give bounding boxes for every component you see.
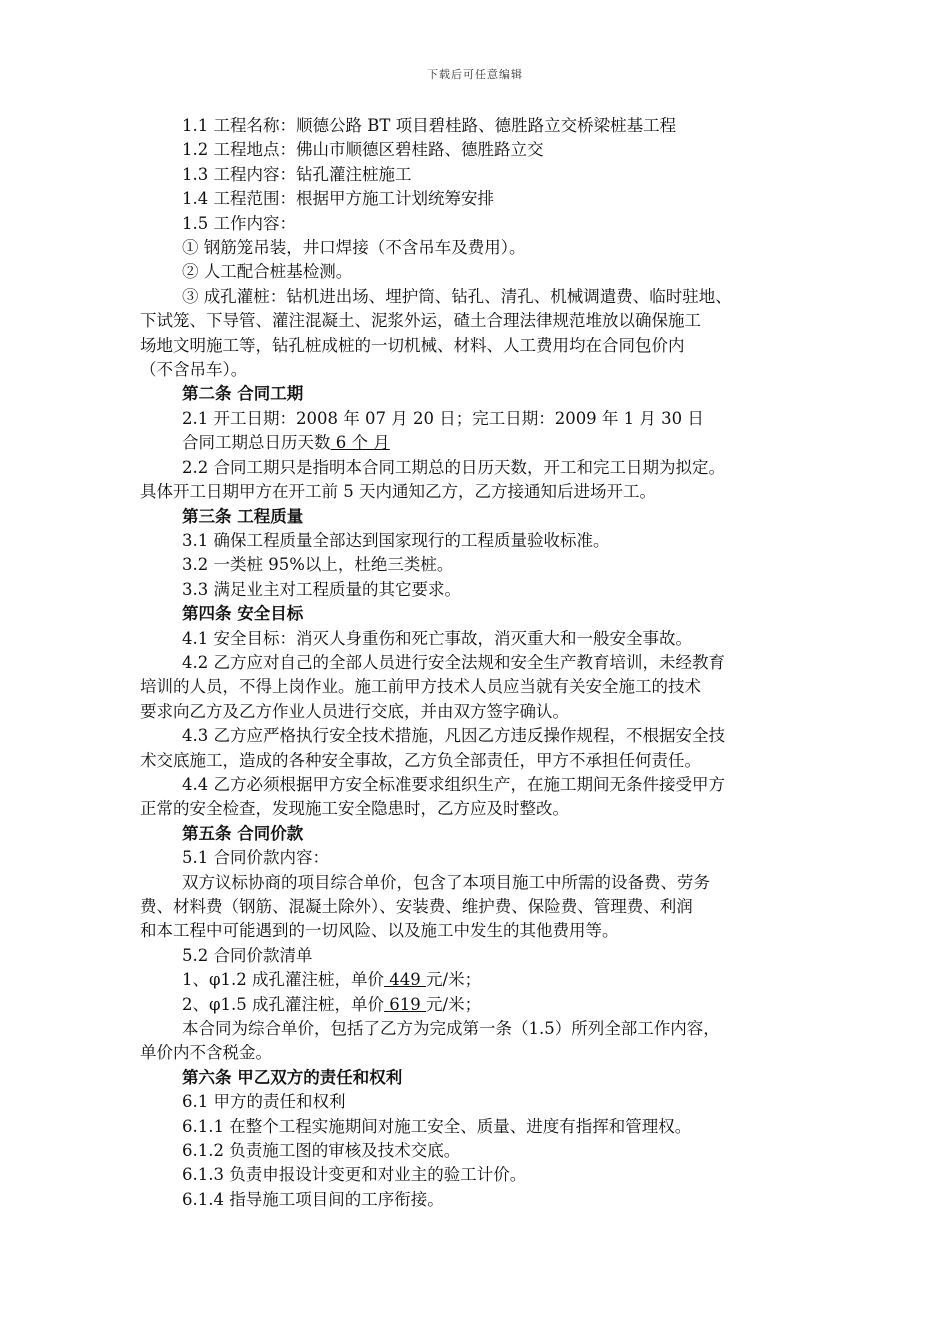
underlined-value: 619 xyxy=(384,994,427,1014)
text-line: 6.1 甲方的责任和权利 xyxy=(182,1092,346,1112)
text-line: 1.2 工程地点：佛山市顺德区碧桂路、德胜路立交 xyxy=(182,140,544,160)
text-line: 6.1.3 负责申报设计变更和对业主的验工计价。 xyxy=(182,1165,527,1185)
text-line: 3.1 确保工程质量全部达到国家现行的工程质量验收标准。 xyxy=(182,530,610,550)
text-line: 4.2 乙方应对自己的全部人员进行安全法规和安全生产教育培训，未经教育 xyxy=(182,652,725,672)
text-line: 6.1.4 指导施工项目间的工序衔接。 xyxy=(182,1189,444,1209)
text-line xyxy=(140,993,810,1017)
text-line: 下试笼、下导管、灌注混凝土、泥浆外运，碴土合理法律规范堆放以确保施工 xyxy=(140,311,701,331)
text-line: 2.1 开工日期：2008 年 07 月 20 日；完工日期：2009 年 1 月 30 日 xyxy=(182,408,704,428)
text-line: 1.1 工程名称：顺德公路 BT 项目碧桂路、德胜路立交桥梁桩基工程 xyxy=(182,116,677,135)
text-line: 费、材料费（钢筋、混凝土除外）、安装费、维护费、保险费、管理费、利润 xyxy=(140,897,693,916)
text-line: 6.1.1 在整个工程实施期间对施工安全、质量、进度有指挥和管理权。 xyxy=(182,1116,692,1136)
text-line: 双方议标协商的项目综合单价，包含了本项目施工中所需的设备费、劳务 xyxy=(182,872,710,892)
text-line: ② 人工配合桩基检测。 xyxy=(182,262,353,282)
text-line xyxy=(140,431,810,455)
text-line: 1.5 工作内容： xyxy=(182,213,296,233)
text-line: ① 钢筋笼吊装，井口焊接（不含吊车及费用）。 xyxy=(182,238,526,258)
document-body xyxy=(140,114,810,1212)
text-line: 正常的安全检查，发现施工安全隐患时，乙方应及时整改。 xyxy=(140,799,569,819)
underlined-value: 449 xyxy=(384,970,427,990)
text-span: 1、φ1.2 成孔灌注桩，单价 xyxy=(182,970,385,990)
text-line: 1.3 工程内容：钻孔灌注桩施工 xyxy=(182,164,412,184)
text-line: 3.2 一类桩 95%以上，杜绝三类桩。 xyxy=(182,555,454,575)
text-line: 单价内不含税金。 xyxy=(140,1043,272,1063)
section-heading: 第二条 合同工期 xyxy=(182,384,304,404)
text-line: 5.1 合同价款内容： xyxy=(182,848,329,868)
text-line: 4.4 乙方必须根据甲方安全标准要求组织生产，在施工期间无条件接受甲方 xyxy=(182,774,725,794)
text-line: 和本工程中可能遇到的一切风险、以及施工中发生的其他费用等。 xyxy=(140,921,619,941)
section-heading: 第五条 合同价款 xyxy=(182,823,304,843)
underlined-value: 6 个 月 xyxy=(330,433,390,453)
text-line: 1.4 工程范围：根据甲方施工计划统筹安排 xyxy=(182,189,494,209)
text-span: 元/米； xyxy=(426,994,482,1014)
text-span: 合同工期总日历天数 xyxy=(182,433,331,453)
text-line: 6.1.2 负责施工图的审核及技术交底。 xyxy=(182,1141,461,1161)
text-line: （不含吊车）。 xyxy=(140,360,248,380)
section-heading: 第三条 工程质量 xyxy=(182,506,304,526)
text-line: 3.3 满足业主对工程质量的其它要求。 xyxy=(182,579,461,599)
text-line: 术交底施工，造成的各种安全事故，乙方负全部责任，甲方不承担任何责任。 xyxy=(140,750,701,770)
page-header: 下载后可任意编辑 xyxy=(427,68,523,81)
text-line: 4.3 乙方应严格执行安全技术措施，凡因乙方违反操作规程，不根据安全技 xyxy=(182,726,725,746)
text-span: 2、φ1.5 成孔灌注桩，单价 xyxy=(182,994,385,1014)
text-line: 要求向乙方及乙方作业人员进行交底，并由双方签字确认。 xyxy=(140,701,569,721)
text-line: 2.2 合同工期只是指明本合同工期总的日历天数，开工和完工日期为拟定。 xyxy=(182,457,725,477)
section-heading: 第四条 安全目标 xyxy=(182,604,304,624)
text-span: 元/米； xyxy=(426,970,482,990)
text-line: ③ 成孔灌桩：钻机进出场、埋护筒、钻孔、清孔、机械调遣费、临时驻地、 xyxy=(182,286,732,306)
section-heading: 第六条 甲乙双方的责任和权利 xyxy=(182,1067,403,1087)
text-line xyxy=(140,968,810,992)
text-line: 场地文明施工等，钻孔桩成桩的一切机械、材料、人工费用均在合同包价内 xyxy=(140,335,685,355)
text-line: 4.1 安全目标：消灭人身重伤和死亡事故，消灭重大和一般安全事故。 xyxy=(182,628,692,648)
text-line: 培训的人员，不得上岗作业。施工前甲方技术人员应当就有关安全施工的技术 xyxy=(140,677,701,697)
text-line: 具体开工日期甲方在开工前 5 天内通知乙方，乙方接通知后进场开工。 xyxy=(140,482,656,502)
text-line: 5.2 合同价款清单 xyxy=(182,945,313,965)
text-line: 本合同为综合单价，包括了乙方为完成第一条（1.5）所列全部工作内容， xyxy=(182,1019,720,1039)
